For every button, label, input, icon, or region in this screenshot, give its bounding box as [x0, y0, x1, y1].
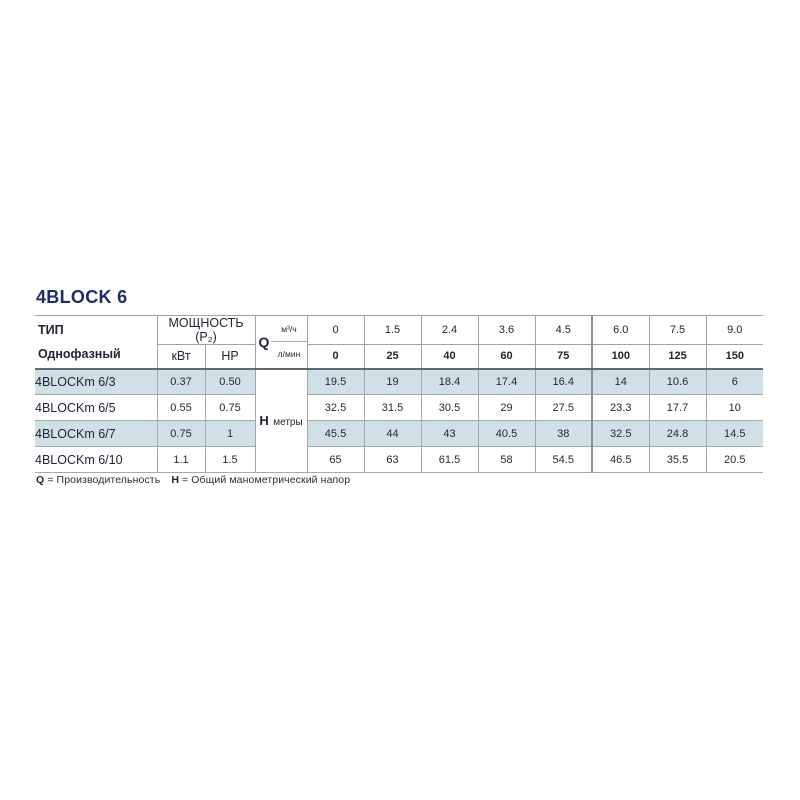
h-symbol: H: [259, 412, 269, 428]
legend-q-text: = Производительность: [47, 474, 161, 486]
head-value: 32.5: [307, 395, 364, 421]
kw-unit-header: кВт: [157, 345, 205, 369]
type-label: ТИП: [38, 322, 64, 337]
head-value: 19.5: [307, 369, 364, 395]
flow-m3h-header: 6.0: [592, 316, 649, 345]
head-value: 20.5: [706, 447, 763, 473]
q-units: [271, 317, 306, 366]
pump-model: 4BLOCKm 6/10: [35, 447, 157, 473]
table-row: [35, 369, 763, 395]
flow-lmin-header: 150: [706, 345, 763, 369]
flow-symbol-header: [255, 316, 307, 369]
legend-h-symbol: H: [171, 474, 179, 486]
head-value: 61.5: [421, 447, 478, 473]
head-value: 32.5: [592, 421, 649, 447]
flow-m3h-header: 3.6: [478, 316, 535, 345]
head-value: 63: [364, 447, 421, 473]
head-value: 35.5: [649, 447, 706, 473]
series-title: 4BLOCK 6: [36, 287, 128, 307]
hp-value: 0.75: [205, 395, 255, 421]
flow-lmin-header: 75: [535, 345, 592, 369]
q-symbol: Q: [258, 333, 270, 350]
flow-m3h-header: 1.5: [364, 316, 421, 345]
header-row-1: [35, 316, 763, 345]
head-value: 6: [706, 369, 763, 395]
kw-value: 1.1: [157, 447, 205, 473]
hp-value: 1: [205, 421, 255, 447]
q-unit-lmin: л/мин: [277, 349, 301, 360]
flow-lmin-header: 100: [592, 345, 649, 369]
head-value: 45.5: [307, 421, 364, 447]
flow-lmin-header: 0: [307, 345, 364, 369]
flow-m3h-header: 4.5: [535, 316, 592, 345]
head-value: 44: [364, 421, 421, 447]
hp-unit-header: HP: [205, 345, 255, 369]
flow-m3h-header: 0: [307, 316, 364, 345]
flow-m3h-header: 2.4: [421, 316, 478, 345]
kw-value: 0.55: [157, 395, 205, 421]
pump-model: 4BLOCKm 6/5: [35, 395, 157, 421]
head-value: 19: [364, 369, 421, 395]
flow-m3h-header: 9.0: [706, 316, 763, 345]
head-value: 31.5: [364, 395, 421, 421]
head-value: 43: [421, 421, 478, 447]
pump-spec-table: [35, 315, 763, 473]
table-row: [35, 395, 763, 421]
head-value: 10.6: [649, 369, 706, 395]
head-value: 54.5: [535, 447, 592, 473]
head-value: 29: [478, 395, 535, 421]
head-value: 38: [535, 421, 592, 447]
head-value: 10: [706, 395, 763, 421]
head-value: 17.7: [649, 395, 706, 421]
head-value: 46.5: [592, 447, 649, 473]
kw-value: 0.37: [157, 369, 205, 395]
head-value: 18.4: [421, 369, 478, 395]
head-value: 65: [307, 447, 364, 473]
head-column-label: [255, 369, 307, 473]
table-legend: [36, 474, 350, 486]
head-value: 14.5: [706, 421, 763, 447]
hp-value: 0.50: [205, 369, 255, 395]
flow-lmin-header: 125: [649, 345, 706, 369]
head-value: 16.4: [535, 369, 592, 395]
phase-label: Однофазный: [38, 346, 121, 361]
kw-value: 0.75: [157, 421, 205, 447]
table-row: [35, 447, 763, 473]
head-value: 23.3: [592, 395, 649, 421]
head-value: 30.5: [421, 395, 478, 421]
legend-h-text: = Общий манометрический напор: [182, 474, 351, 486]
h-unit: метры: [273, 416, 303, 428]
flow-lmin-header: 25: [364, 345, 421, 369]
hp-value: 1.5: [205, 447, 255, 473]
head-value: 14: [592, 369, 649, 395]
type-column-header: [35, 316, 157, 369]
legend-q-symbol: Q: [36, 474, 45, 486]
pump-model: 4BLOCKm 6/7: [35, 421, 157, 447]
pump-model: 4BLOCKm 6/3: [35, 369, 157, 395]
flow-lmin-header: 40: [421, 345, 478, 369]
head-value: 24.8: [649, 421, 706, 447]
head-value: 27.5: [535, 395, 592, 421]
power-column-header: МОЩНОСТЬ (P₂): [157, 316, 255, 345]
flow-m3h-header: 7.5: [649, 316, 706, 345]
head-value: 17.4: [478, 369, 535, 395]
flow-lmin-header: 60: [478, 345, 535, 369]
q-unit-m3h: м³/ч: [271, 317, 306, 342]
table-row: [35, 421, 763, 447]
head-value: 40.5: [478, 421, 535, 447]
head-value: 58: [478, 447, 535, 473]
